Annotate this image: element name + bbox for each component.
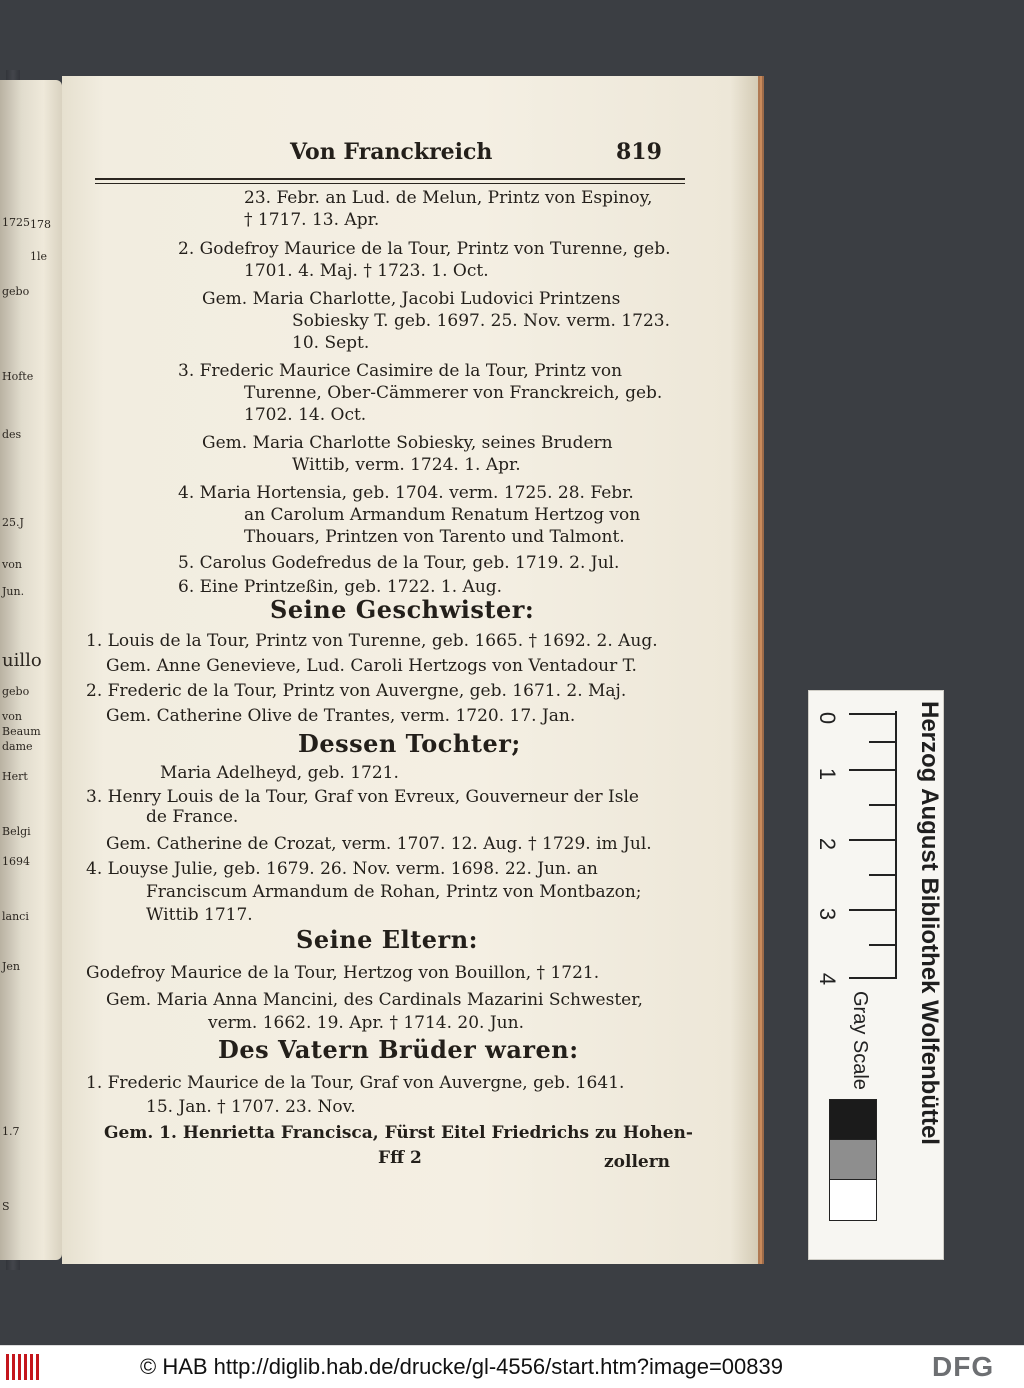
text-line: 1702. 14. Oct. <box>244 405 367 425</box>
section-heading: Dessen Tochter; <box>298 729 521 758</box>
left-fragment: Hert <box>2 770 28 783</box>
text-line: Gem. Catherine de Crozat, verm. 1707. 12. Aug. † 1729. im Jul. <box>106 834 652 854</box>
left-fragment: des <box>2 428 22 441</box>
left-fragment: 25.J <box>2 516 24 529</box>
left-fragment: von <box>2 558 22 571</box>
text-line: verm. 1662. 19. Apr. † 1714. 20. Jun. <box>208 1013 524 1033</box>
left-fragment: lanci <box>2 910 29 923</box>
text-line: 1701. 4. Maj. † 1723. 1. Oct. <box>244 261 489 281</box>
text-line: Franciscum Armandum de Rohan, Printz von Montbazon; <box>146 882 642 902</box>
ruler-title: Herzog August Bibliothek Wolfenbüttel <box>916 701 943 1145</box>
text-line: 5. Carolus Godefredus de la Tour, geb. 1719. 2. Jul. <box>178 553 620 573</box>
left-fragment: gebo <box>2 285 30 298</box>
left-fragment: Beaum <box>2 725 41 738</box>
text-line: Maria Adelheyd, geb. 1721. <box>160 763 399 783</box>
gray-swatch-mid <box>829 1139 877 1181</box>
ruler-tick <box>869 804 895 806</box>
text-line: 23. Febr. an Lud. de Melun, Printz von Espinoy, <box>244 188 653 208</box>
text-line: Gem. Catherine Olive de Trantes, verm. 1720. 17. Jan. <box>106 706 576 726</box>
signature-mark: Fff 2 <box>378 1148 422 1168</box>
copyright-link[interactable]: © HAB http://diglib.hab.de/drucke/gl-4556/start.htm?image=00839 <box>140 1354 783 1379</box>
section-heading: Seine Eltern: <box>296 925 479 954</box>
ruler-number: 1 <box>815 767 841 781</box>
text-line: Gem. Maria Charlotte, Jacobi Ludovici Printzens <box>202 289 621 309</box>
scale-ruler <box>808 690 944 1260</box>
text-line: Sobiesky T. geb. 1697. 25. Nov. verm. 1723. <box>292 311 670 331</box>
text-line: 2. Frederic de la Tour, Printz von Auvergne, geb. 1671. 2. Maj. <box>86 681 627 701</box>
text-line: Wittib 1717. <box>146 905 253 925</box>
page-number: 819 <box>616 139 662 165</box>
text-line: Turenne, Ober-Cämmerer von Franckreich, geb. <box>244 383 663 403</box>
ruler-number: 4 <box>815 972 841 986</box>
text-line: 1. Louis de la Tour, Printz von Turenne, geb. 1665. † 1692. 2. Aug. <box>86 631 658 651</box>
left-fragment: 1.7 <box>2 1125 20 1138</box>
text-line: Thouars, Printzen von Tarento und Talmont. <box>244 527 625 547</box>
text-line: 2. Godefroy Maurice de la Tour, Printz von Turenne, geb. <box>178 239 671 259</box>
ruler-tick <box>869 741 895 743</box>
text-line: Gem. Maria Charlotte Sobiesky, seines Brudern <box>202 433 613 453</box>
ruler-tick <box>849 839 895 841</box>
left-fragment: Hofte <box>2 370 34 383</box>
gray-scale-label: Gray Scale <box>849 991 871 1090</box>
text-line: † 1717. 13. Apr. <box>244 210 380 230</box>
left-fragment: dame <box>2 740 33 753</box>
text-line: an Carolum Armandum Renatum Hertzog von <box>244 505 641 525</box>
header-rule <box>95 178 685 180</box>
text-line: de France. <box>146 807 239 827</box>
gray-swatch-white <box>829 1179 877 1221</box>
ruler-tick <box>869 874 895 876</box>
ruler-number: 3 <box>815 907 841 921</box>
ruler-tick <box>849 977 895 979</box>
left-fragment: 1725 <box>2 216 30 229</box>
gray-swatch-black <box>829 1099 877 1141</box>
footer-bar <box>0 1345 1024 1388</box>
ruler-tick <box>869 944 895 946</box>
ruler-axis <box>895 711 897 979</box>
text-line: 15. Jan. † 1707. 23. Nov. <box>146 1097 356 1117</box>
text-line: 6. Eine Printzeßin, geb. 1722. 1. Aug. <box>178 577 503 597</box>
left-fragment: 1le <box>30 250 48 263</box>
left-fragment: gebo <box>2 685 30 698</box>
text-line: Wittib, verm. 1724. 1. Apr. <box>292 455 521 475</box>
left-fragment: Belgi <box>2 825 31 838</box>
text-line: Gem. 1. Henrietta Francisca, Fürst Eitel Friedrichs zu Hohen- <box>104 1123 693 1143</box>
text-line: 3. Henry Louis de la Tour, Graf von Evreux, Gouverneur der Isle <box>86 787 639 807</box>
hab-logo-icon <box>6 1354 40 1380</box>
left-fragment: 1694 <box>2 855 30 868</box>
text-line: 4. Maria Hortensia, geb. 1704. verm. 1725. 28. Febr. <box>178 483 634 503</box>
text-line: 1. Frederic Maurice de la Tour, Graf von Auvergne, geb. 1641. <box>86 1073 625 1093</box>
left-fragment: Jun. <box>2 585 25 598</box>
ruler-tick <box>849 769 895 771</box>
left-fragment: 178 <box>30 218 51 231</box>
section-heading: Seine Geschwister: <box>270 595 535 624</box>
running-head: Von Franckreich <box>290 139 493 165</box>
left-page-edge <box>0 80 62 1260</box>
text-line: Gem. Maria Anna Mancini, des Cardinals Mazarini Schwester, <box>106 990 643 1010</box>
ruler-number: 0 <box>815 711 841 725</box>
header-rule-thin <box>95 183 685 184</box>
text-line: 3. Frederic Maurice Casimire de la Tour, Printz von <box>178 361 623 381</box>
left-fragment: uillo <box>2 650 42 671</box>
left-fragment: Jen <box>2 960 21 973</box>
catchword: zollern <box>604 1152 671 1172</box>
text-line: Gem. Anne Genevieve, Lud. Caroli Hertzogs von Ventadour T. <box>106 656 637 676</box>
left-fragment: von <box>2 710 22 723</box>
text-line: 4. Louyse Julie, geb. 1679. 26. Nov. verm. 1698. 22. Jun. an <box>86 859 598 879</box>
left-fragment: S <box>2 1200 10 1213</box>
text-line: 10. Sept. <box>292 333 370 353</box>
section-heading: Des Vatern Brüder waren: <box>218 1035 579 1064</box>
text-line: Godefroy Maurice de la Tour, Hertzog von Bouillon, † 1721. <box>86 963 600 983</box>
ruler-tick <box>849 713 895 715</box>
dfg-logo: DFG <box>932 1351 995 1382</box>
ruler-number: 2 <box>815 837 841 851</box>
ruler-tick <box>849 909 895 911</box>
